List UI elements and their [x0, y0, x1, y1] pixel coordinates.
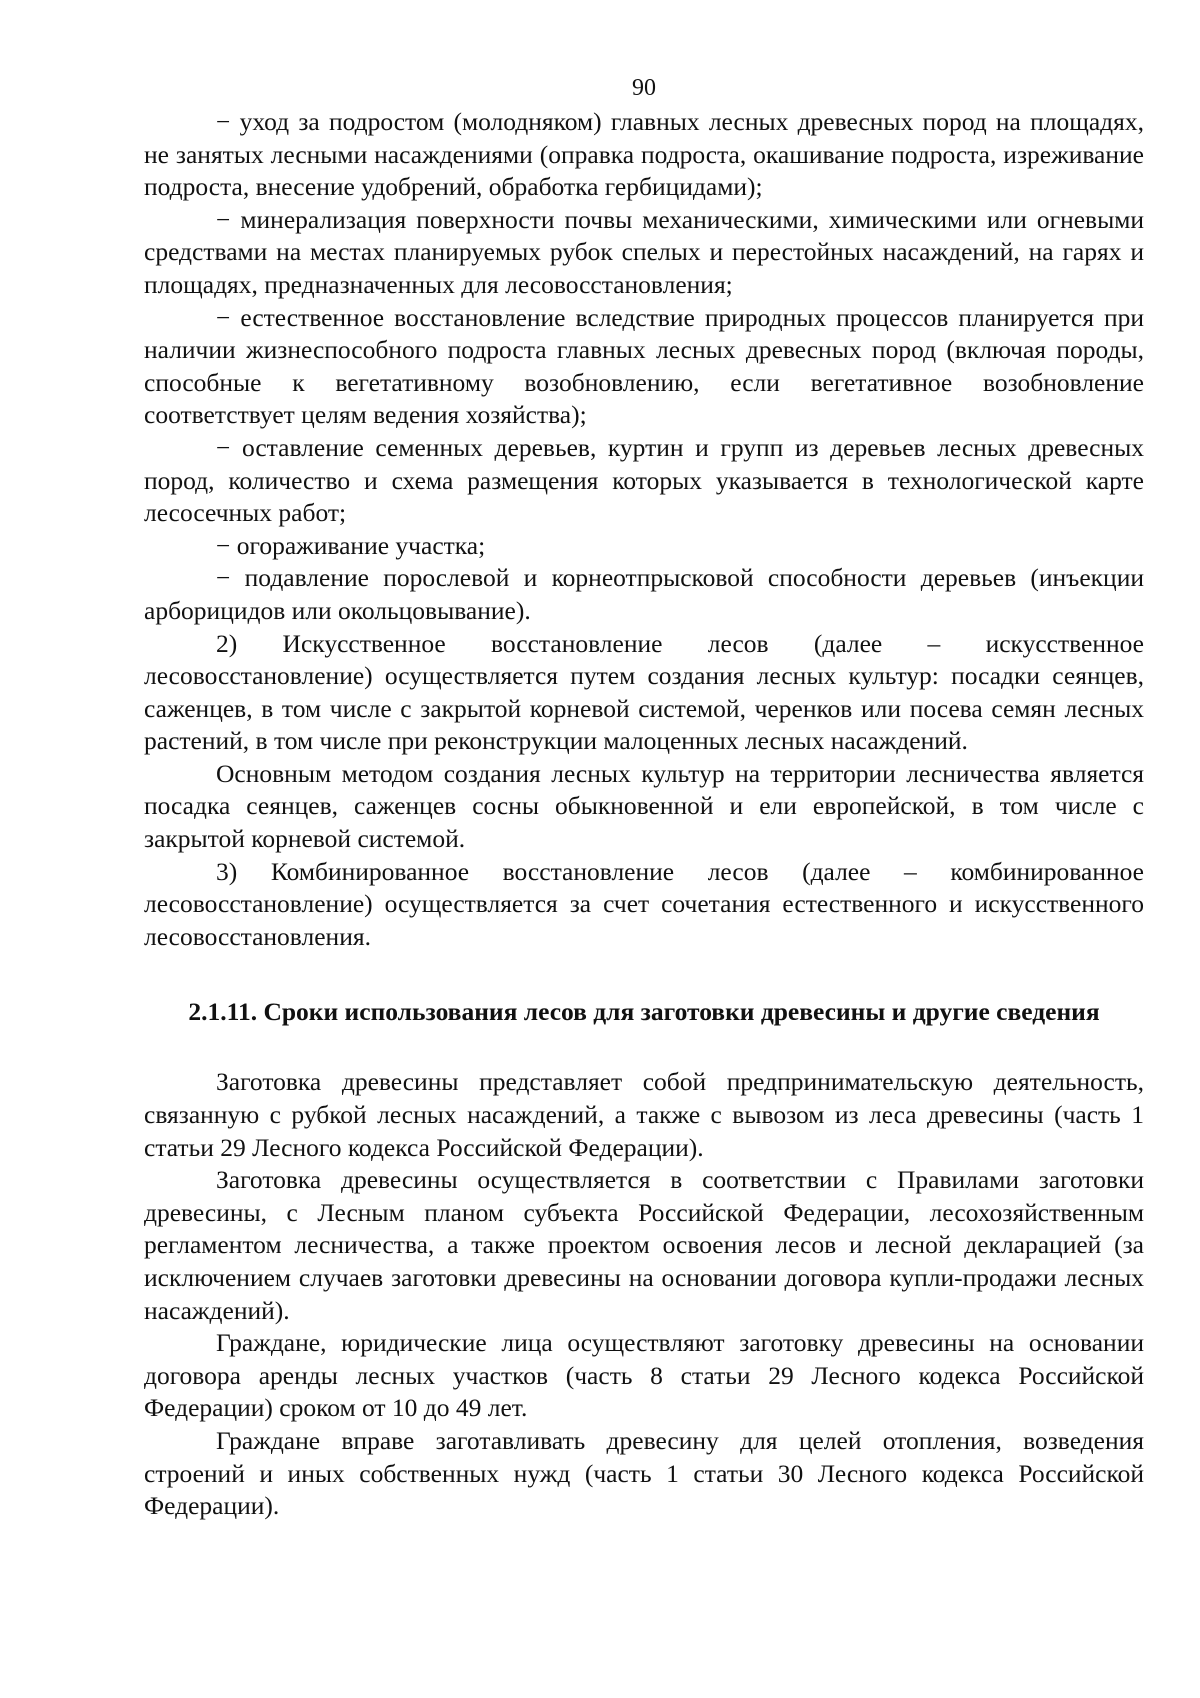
measures-list: [144, 106, 1144, 628]
paragraph-lease-term: Граждане, юридические лица осуществляют заготовку древесины на основании договора аренды лесных участков (часть 8 статьи 29 Лесного кодекса Российской Федерации) сроком от 10 до 49 лет.: [144, 1328, 1144, 1423]
paragraph-combined-reforestation: 3) Комбинированное восстановление лесов (далее – комбинированное лесовосстановление) осуществляется за счет сочетания естественного и искусственного лесовосстановления.: [144, 856, 1144, 951]
section-heading: 2.1.11. Сроки использования лесов для заготовки древесины и другие сведения: [188, 997, 1100, 1027]
paragraph-harvesting-rules: Заготовка древесины осуществляется в соответствии с Правилами заготовки древесины, с Лесным планом субъекта Российской Федерации, лесохозяйственным регламентом лесничества, а также проектом освоения лесов и лесной декларацией (за исключением случаев заготовки древесины на основании договора купли-продажи лесных насаждений).: [144, 1165, 1144, 1325]
document-page: [144, 72, 1144, 1523]
list-item: − минерализация поверхности почвы механическими, химическими или огневыми средствами на местах планируемых рубок спелых и перестойных насаждений, на гарях и площадях, предназначенных для лесовосстановления;: [144, 204, 1144, 299]
list-item: − оставление семенных деревьев, куртин и групп из деревьев лесных древесных пород, количество и схема размещения которых указывается в технологической карте лесосечных работ;: [144, 432, 1144, 528]
paragraph-timber-harvesting: Заготовка древесины представляет собой предпринимательскую деятельность, связанную с рубкой лесных насаждений, а также с вывозом из леса древесины (часть 1 статьи 29 Лесного кодекса Российской Федерации).: [144, 1067, 1144, 1162]
list-item: − естественное восстановление вследствие природных процессов планируется при наличии жизнеспособного подроста главных лесных древесных пород (включая породы, способные к вегетативному возобновлению, если вегетативное возобновление соответствует целям ведения хозяйства);: [144, 302, 1144, 430]
paragraph-main-method: Основным методом создания лесных культур на территории лесничества является посадка сеянцев, саженцев сосны обыкновенной и ели европейской, в том числе с закрытой корневой системой.: [144, 758, 1144, 854]
paragraph-own-needs: Граждане вправе заготавливать древесину для целей отопления, возведения строений и иных собственных нужд (часть 1 статьи 30 Лесного кодекса Российской Федерации).: [144, 1425, 1144, 1521]
list-item: − огораживание участка;: [216, 530, 486, 560]
page-number: 90: [632, 75, 656, 101]
paragraph-artificial-reforestation: 2) Искусственное восстановление лесов (далее – искусственное лесовосстановление) осуществляется путем создания лесных культур: посадки сеянцев, саженцев, в том числе с закрытой корневой системой, черенков или посева семян лесных растений, в том числе при реконструкции малоценных лесных насаждений.: [144, 628, 1144, 756]
list-item: − уход за подростом (молодняком) главных лесных древесных пород на площадях, не занятых лесными насаждениями (оправка подроста, окашивание подроста, изреживание подроста, внесение удобрений, обработка гербицидами);: [144, 107, 1144, 202]
list-item: − подавление порослевой и корнеотпрысковой способности деревьев (инъекции арборицидов или окольцовывание).: [144, 563, 1144, 625]
